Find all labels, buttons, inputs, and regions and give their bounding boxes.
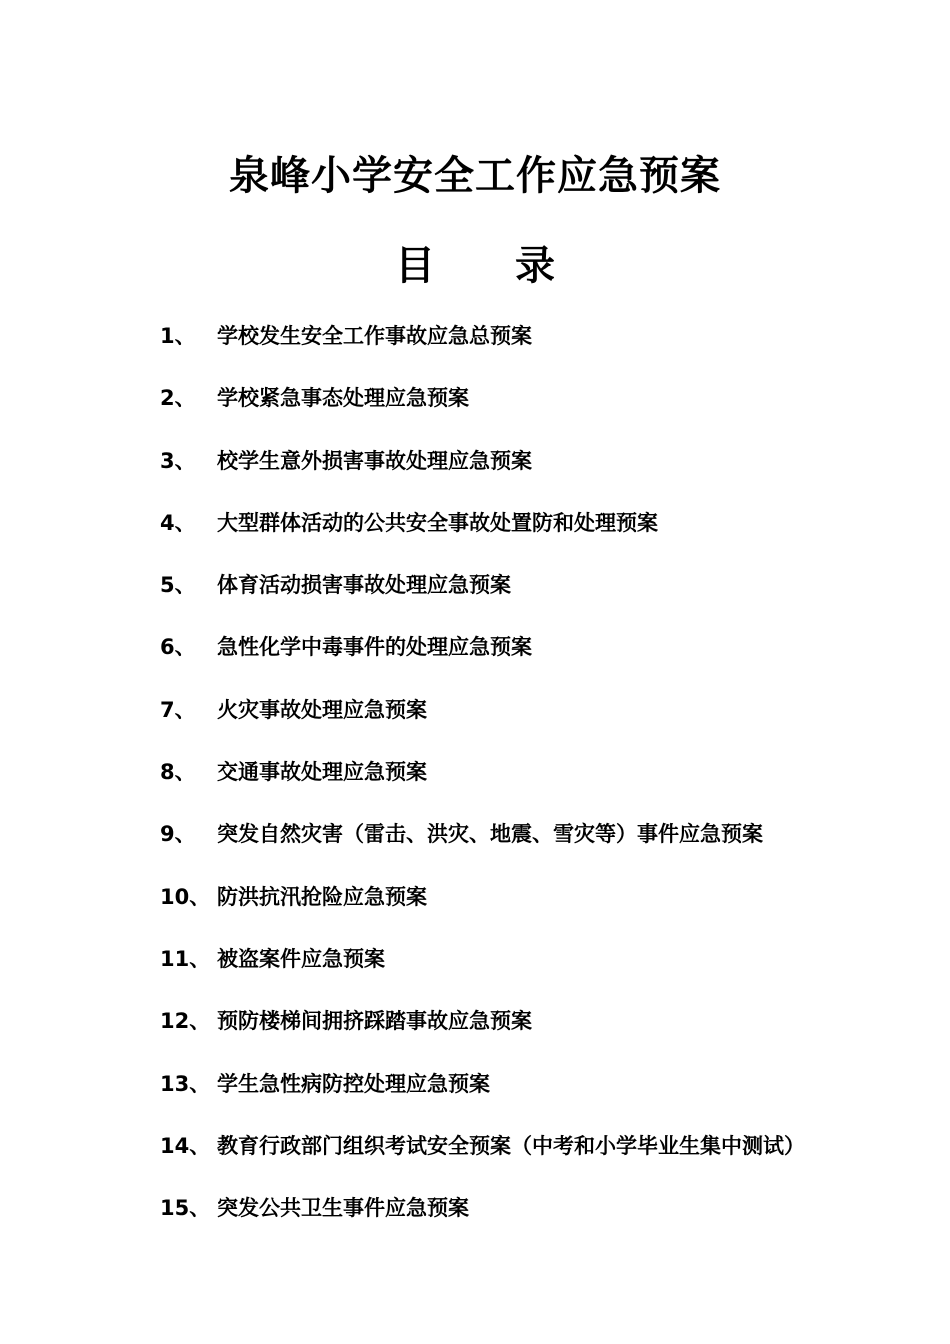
toc-heading: [0, 238, 950, 294]
toc-item-text: 突发自然灾害（雷击、洪灾、地震、雪灾等）事件应急预案: [217, 822, 763, 847]
toc-item-text: 防洪抗汛抢险应急预案: [217, 884, 427, 909]
toc-item: [160, 318, 920, 380]
table-of-contents: [160, 318, 920, 1252]
toc-item-number: 11、: [160, 946, 211, 971]
toc-heading-right: 录: [515, 243, 555, 289]
toc-item-text: 学生急性病防控处理应急预案: [217, 1071, 490, 1096]
toc-item-number: 12、: [160, 1009, 211, 1034]
toc-item-text: 急性化学中毒事件的处理应急预案: [217, 635, 532, 660]
toc-item-text: 体育活动损害事故处理应急预案: [217, 573, 511, 598]
toc-item: [160, 816, 920, 878]
toc-item-text: 学校紧急事态处理应急预案: [217, 386, 469, 411]
toc-item: [160, 567, 920, 629]
toc-item-number: 7、: [160, 697, 196, 722]
toc-item-number: 6、: [160, 635, 196, 660]
toc-item-number: 8、: [160, 760, 196, 785]
toc-item-number: 15、: [160, 1196, 211, 1221]
toc-item-text: 交通事故处理应急预案: [217, 760, 427, 785]
toc-item: [160, 443, 920, 505]
toc-item: [160, 380, 920, 442]
toc-item-text: 预防楼梯间拥挤踩踏事故应急预案: [217, 1009, 532, 1034]
toc-item: [160, 1003, 920, 1065]
toc-item-text: 被盗案件应急预案: [217, 946, 385, 971]
toc-item-number: 5、: [160, 573, 196, 598]
document-title: 泉峰小学安全工作应急预案: [229, 153, 721, 199]
toc-item-number: 14、: [160, 1133, 211, 1158]
toc-item-number: 2、: [160, 386, 196, 411]
toc-item: [160, 629, 920, 691]
toc-item-text: 大型群体活动的公共安全事故处置防和处理预案: [217, 510, 658, 535]
toc-heading-left: 目: [395, 243, 435, 289]
toc-item-text: 突发公共卫生事件应急预案: [217, 1196, 469, 1221]
toc-item: [160, 692, 920, 754]
toc-item: [160, 941, 920, 1003]
toc-item-text: 校学生意外损害事故处理应急预案: [217, 448, 532, 473]
toc-item: [160, 754, 920, 816]
toc-item-text: 学校发生安全工作事故应急总预案: [217, 324, 532, 348]
toc-item-number: 3、: [160, 448, 196, 473]
toc-item: [160, 1066, 920, 1128]
toc-item: [160, 1128, 920, 1190]
toc-item-text: 教育行政部门组织考试安全预案（中考和小学毕业生集中测试）: [217, 1133, 805, 1158]
toc-item-text: 火灾事故处理应急预案: [217, 697, 427, 722]
toc-item-number: 10、: [160, 884, 211, 909]
toc-item-number: 1、: [160, 324, 196, 348]
toc-item-number: 13、: [160, 1071, 211, 1096]
toc-item-number: 4、: [160, 510, 196, 535]
toc-item: [160, 505, 920, 567]
toc-item-number: 9、: [160, 822, 196, 847]
toc-item: [160, 1190, 920, 1252]
toc-item: [160, 879, 920, 941]
